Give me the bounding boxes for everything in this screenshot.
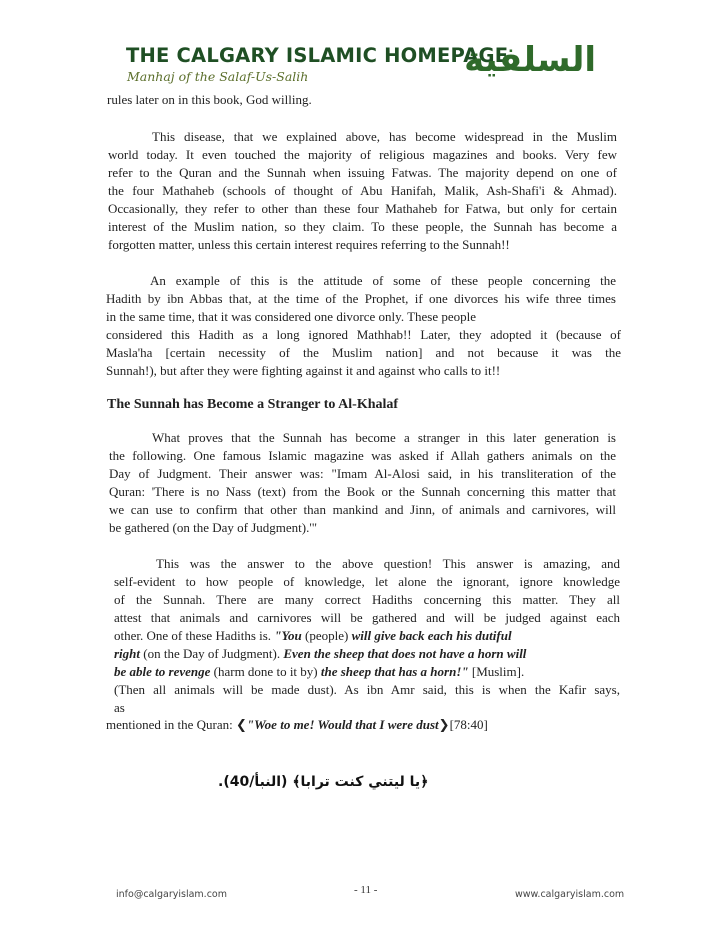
verse-bracket-open: ❮ bbox=[235, 718, 247, 733]
p4-line-8: (Then all animals will be made dust). As ibn Amr said, this is when the Kafir says, bbox=[114, 682, 620, 697]
p1-line-2: world today. It even touched the majority of religious magazines and books. Very few bbox=[108, 147, 617, 162]
verse-ref: [78:40] bbox=[449, 717, 488, 732]
p1-line-5: Occasionally, they refer to other than these four Mathaheb for Fatwa, but only for certain bbox=[108, 201, 617, 216]
p3-line-6: be gathered (on the Day of Judgment).'" bbox=[109, 520, 317, 535]
p3-line-2: the following. One famous Islamic magazine was asked if Allah gathers animals on the bbox=[109, 448, 616, 463]
arabic-logo-text: السلفية bbox=[464, 40, 596, 80]
p2-line-4: considered this Hadith as a long ignored Mathhab!! Later, they adopted it (because of bbox=[106, 327, 621, 342]
footer-email: info@calgaryislam.com bbox=[116, 889, 227, 900]
p4-line-7 bbox=[114, 664, 524, 680]
p2-line-5: Masla'ha [certain necessity of the Muslim nation] and not because it was the bbox=[106, 345, 621, 360]
p4-line-5-text: other. One of these Hadiths is. bbox=[114, 628, 272, 643]
p4-line-9: as bbox=[114, 700, 125, 715]
quote-sheep: Even the sheep that does not have a horn will bbox=[283, 646, 527, 661]
p4-line-1: This was the answer to the above question! This answer is amazing, and bbox=[156, 556, 620, 571]
p3-line-1: What proves that the Sunnah has become a stranger in this later generation is bbox=[152, 430, 616, 445]
quote-people: (people) bbox=[301, 628, 352, 643]
p4-line-5 bbox=[114, 628, 512, 644]
p4-line-4: attest that animals and carnivores will be gathered and will be judged against each bbox=[114, 610, 620, 625]
p1-line-4: the four Mathaheb (schools of thought of Abu Hanifah, Malik, Ash-Shafi'i & Ahmad). bbox=[108, 183, 617, 198]
quote-horn: the sheep that has a horn!" bbox=[320, 664, 469, 679]
arabic-verse: ﴿يا ليتني كنت ترابا﴾ (النبأ/40). bbox=[218, 774, 429, 790]
verse-bracket-close: ❯ bbox=[438, 718, 450, 733]
p3-line-3: Day of Judgment. Their answer was: "Imam Al-Alosi said, in his transliteration of the bbox=[109, 466, 616, 481]
p3-line-5: we can use to confirm that other than mankind and Jinn, of animals and carnivores, will bbox=[109, 502, 616, 517]
section-heading: The Sunnah has Become a Stranger to Al-Khalaf bbox=[107, 397, 399, 412]
site-title: THE CALGARY ISLAMIC HOMEPAGE bbox=[126, 44, 509, 67]
p4-line-2: self-evident to how people of knowledge, let alone the ignorant, ignore knowledge bbox=[114, 574, 620, 589]
p2-line-6: Sunnah!), but after they were fighting against it and against who calls to it!! bbox=[106, 363, 501, 378]
p4-line-3: of the Sunnah. There are many correct Hadiths concerning this matter. They all bbox=[114, 592, 620, 607]
p4-line-6 bbox=[114, 646, 526, 662]
p1-line-3: refer to the Quran and the Sunnah when issuing Fatwas. The majority depend on one of bbox=[108, 165, 617, 180]
quote-harm: (harm done to it by) bbox=[210, 664, 321, 679]
page-number: - 11 - bbox=[354, 884, 378, 896]
p2-line-2: Hadith by ibn Abbas that, at the time of the Prophet, if one divorces his wife three times bbox=[106, 291, 616, 306]
intro-line: rules later on in this book, God willing. bbox=[107, 92, 312, 107]
quote-you: "You bbox=[274, 628, 302, 643]
quote-onday: (on the Day of Judgment). bbox=[140, 646, 284, 661]
p2-line-1: An example of this is the attitude of some of these people concerning the bbox=[150, 273, 616, 288]
p4-line-10 bbox=[106, 717, 488, 734]
p1-line-1: This disease, that we explained above, has become widespread in the Muslim bbox=[152, 129, 617, 144]
quote-dutiful: will give back each his dutiful bbox=[351, 628, 512, 643]
p3-line-4: Quran: 'There is no Nass (text) from the Book or the Sunnah concerning this matter that bbox=[109, 484, 616, 499]
footer-website: www.calgaryislam.com bbox=[515, 889, 625, 900]
quote-right: right bbox=[114, 646, 141, 661]
verse-quote: "Woe to me! Would that I were dust bbox=[246, 717, 439, 732]
site-subtitle: Manhaj of the Salaf-Us-Salih bbox=[127, 69, 309, 84]
mentioned-text: mentioned in the Quran: bbox=[106, 717, 236, 732]
p1-line-7: forgotten matter, unless this certain interest requires referring to the Sunnah!! bbox=[108, 237, 510, 252]
p2-line-3: in the same time, that it was considered one divorce only. These people bbox=[106, 309, 477, 324]
p1-line-6: interest of the Muslim nation, so they claim. To these people, the Sunnah has become a bbox=[108, 219, 617, 234]
quote-revenge: be able to revenge bbox=[114, 664, 211, 679]
citation-muslim: [Muslim]. bbox=[468, 664, 525, 679]
